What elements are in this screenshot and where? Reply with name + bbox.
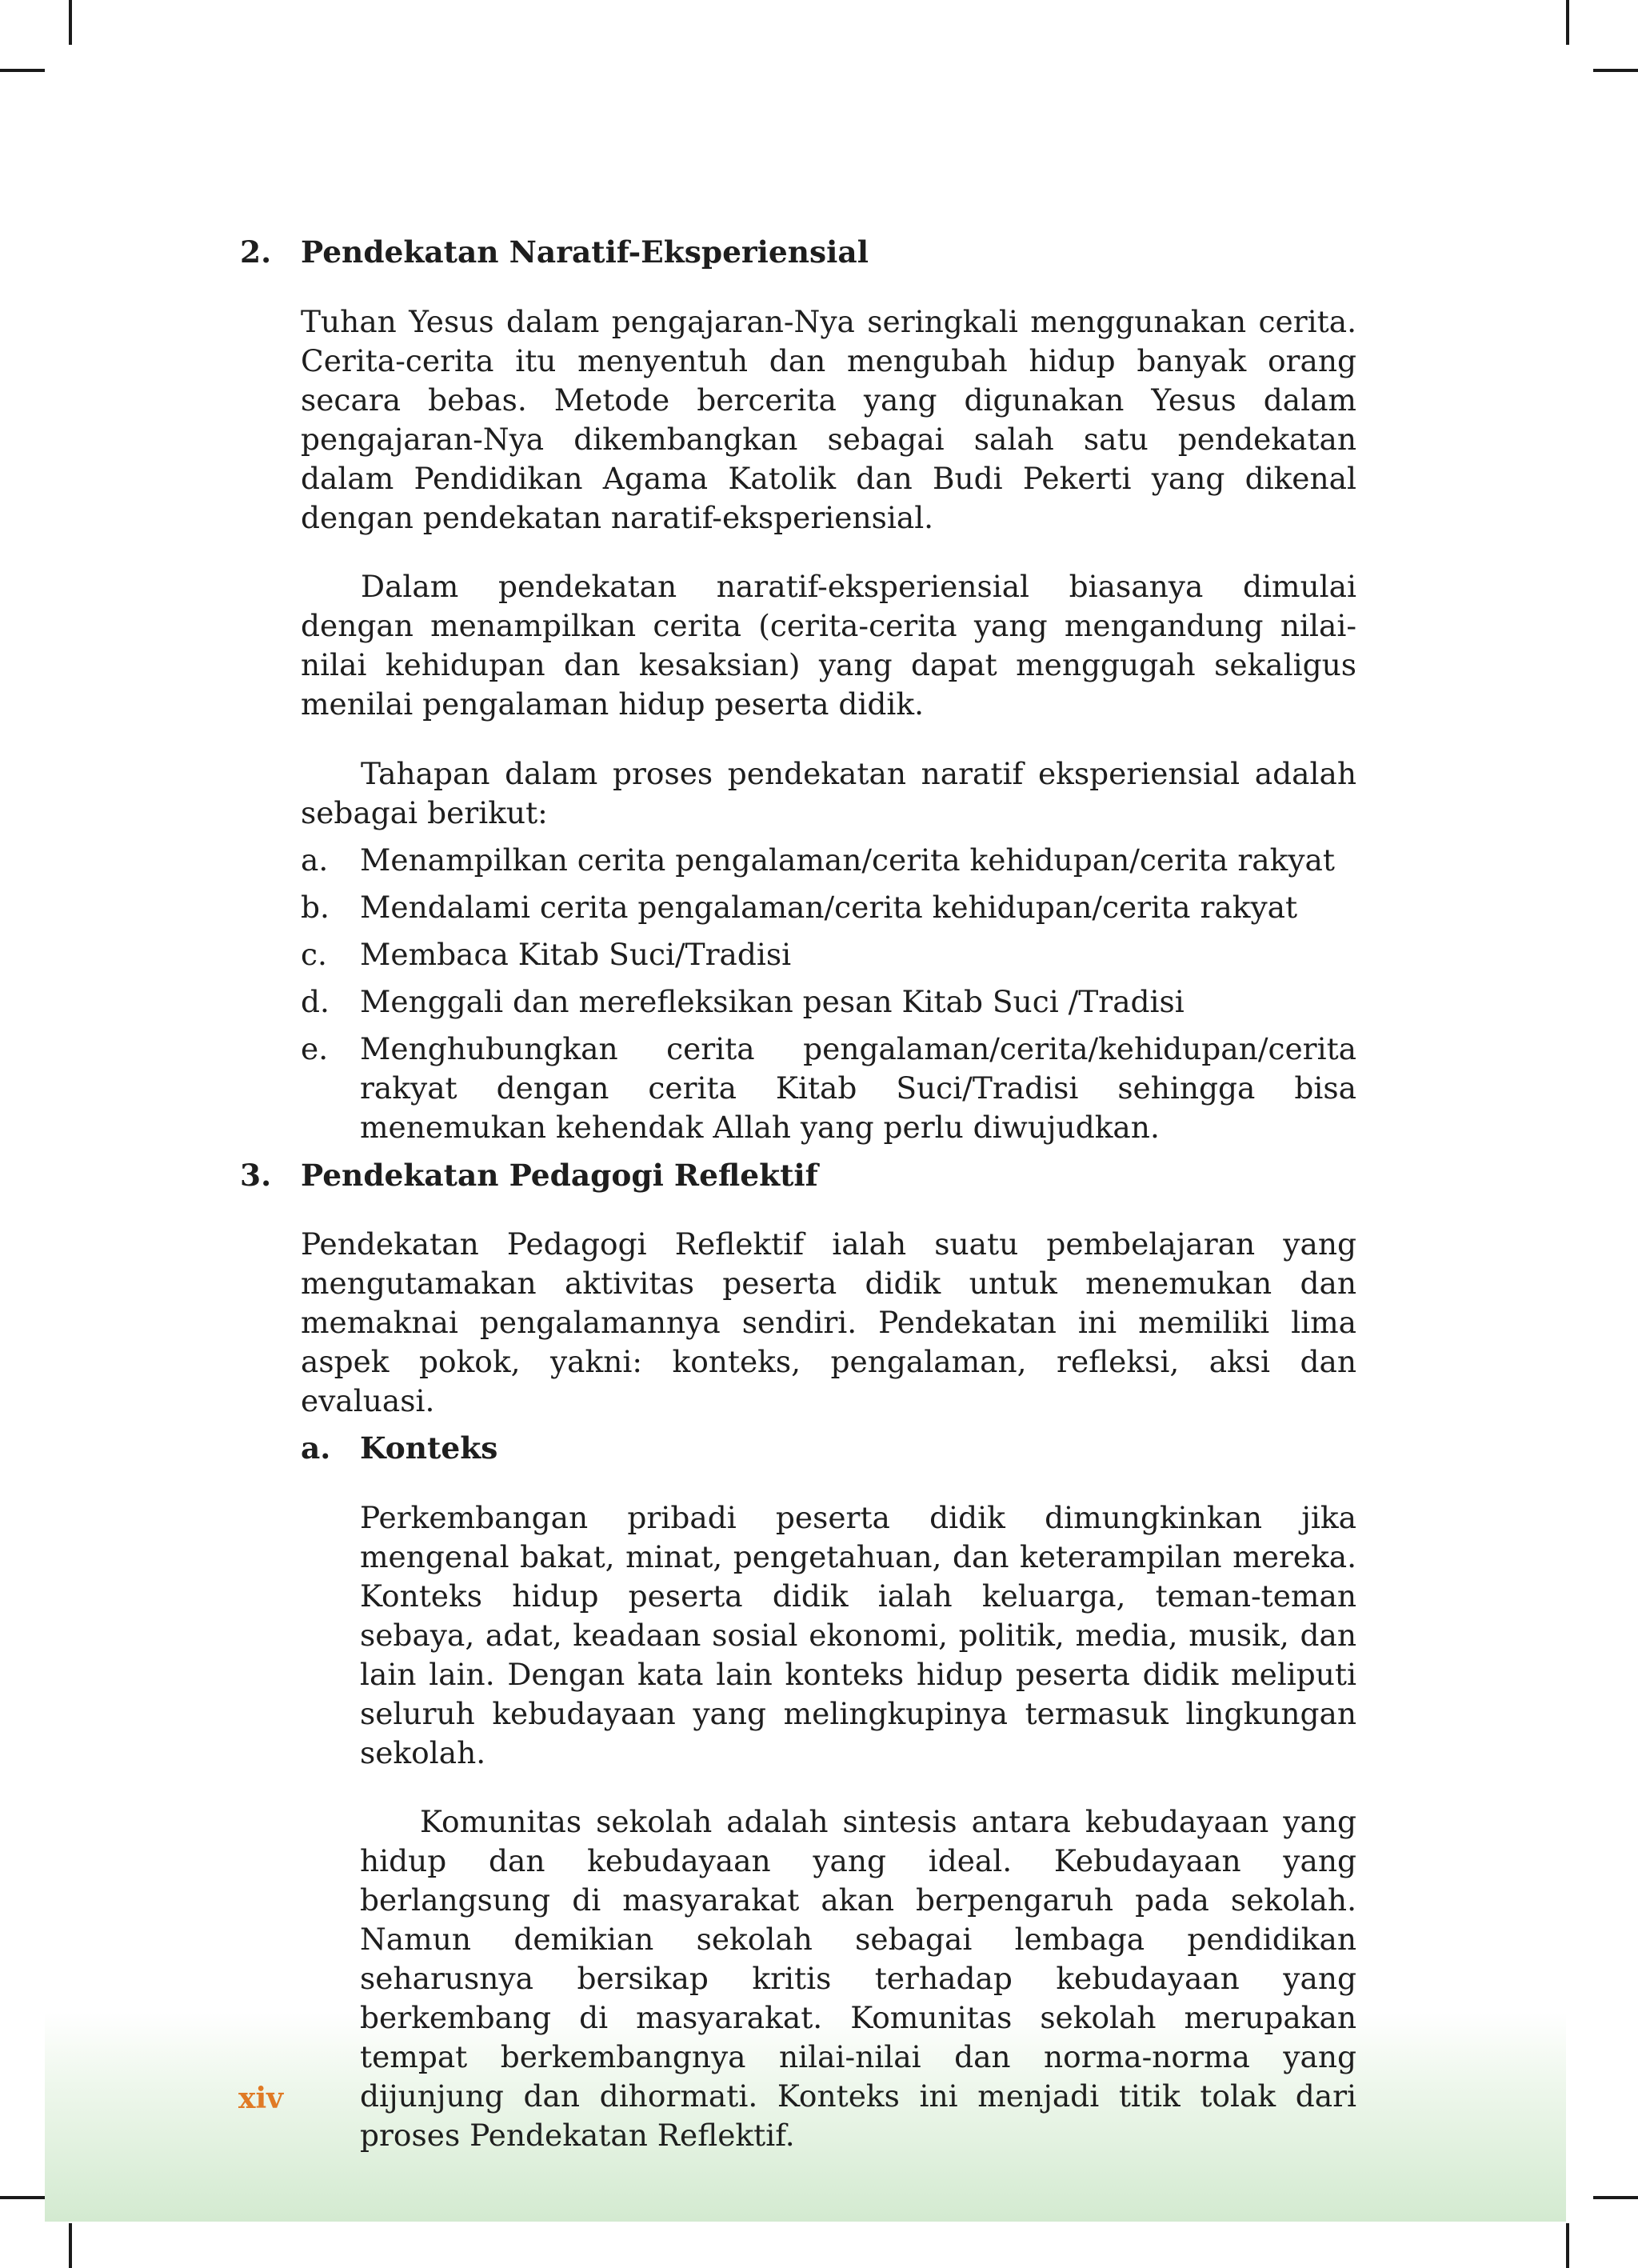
- crop-mark-top-left-vertical: [69, 0, 72, 45]
- section-2-heading: [240, 232, 1356, 272]
- crop-mark-bottom-left-vertical: [69, 2223, 72, 2268]
- section-3-title: Pendekatan Pedagogi Reflektif: [301, 1157, 818, 1193]
- subsection-a-paragraph-2: Komunitas sekolah adalah sintesis antara kebudayaan yang hidup dan kebudayaan yang ideal. Kebudayaan yang berlangsung di masyarakat akan berpengaruh pada sekolah. Namun demikian sekolah sebagai lembaga pendidikan seharusnya bersikap kritis terhadap kebudayaan yang berkembang di masyarakat. Komunitas sekolah merupakan tempat berkembangnya nilai-nilai dan norma-norma yang dijunjung dan dihormati. Konteks ini menjadi titik tolak dari proses Pendekatan Reflektif.: [360, 1804, 1356, 2153]
- section-2-paragraph-3: Tahapan dalam proses pendekatan naratif eksperiensial adalah sebagai berikut:: [301, 755, 1356, 830]
- list-item-text: Menggali dan merefleksikan pesan Kitab Suci /Tradisi: [360, 983, 1185, 1019]
- list-item-text: Membaca Kitab Suci/Tradisi: [360, 936, 792, 972]
- subsection-a-title: Konteks: [360, 1430, 498, 1466]
- list-item-letter: a.: [301, 842, 329, 878]
- subsection-a-heading: [301, 1429, 1356, 1468]
- section-3-number: 3.: [240, 1157, 272, 1193]
- list-item: [301, 982, 1356, 1022]
- list-item-text: Menampilkan cerita pengalaman/cerita kehidupan/cerita rakyat: [360, 842, 1335, 878]
- page-content: [240, 232, 1356, 2163]
- list-item-letter: c.: [301, 936, 327, 972]
- section-2-paragraph-2: Dalam pendekatan naratif-eksperiensial biasanya dimulai dengan menampilkan cerita (cerita-cerita yang mengandung nilai-nilai kehidupan dan kesaksian) yang dapat menggugah sekaligus menilai pengalaman hidup peserta didik.: [301, 569, 1356, 722]
- crop-mark-bottom-right-horizontal: [1593, 2196, 1638, 2199]
- list-item-letter: e.: [301, 1030, 329, 1066]
- list-item: [301, 841, 1356, 880]
- subsection-a-paragraph-1: Perkembangan pribadi peserta didik dimungkinkan jika mengenal bakat, minat, pengetahuan, dan keterampilan mereka. Konteks hidup peserta didik ialah keluarga, teman-teman sebaya, adat, keadaan sosial ekonomi, politik, media, musik, dan lain lain. Dengan kata lain konteks hidup peserta didik meliputi seluruh kebudayaan yang melingkupinya termasuk lingkungan sekolah.: [360, 1499, 1356, 1770]
- section-2-paragraph-1: Tuhan Yesus dalam pengajaran-Nya seringkali menggunakan cerita. Cerita-cerita itu menyentuh dan mengubah hidup banyak orang secara bebas. Metode bercerita yang digunakan Yesus dalam pengajaran-Nya dikembangkan sebagai salah satu pendekatan dalam Pendidikan Agama Katolik dan Budi Pekerti yang dikenal dengan pendekatan naratif-eksperiensial.: [301, 303, 1356, 535]
- crop-mark-top-left-horizontal: [0, 69, 45, 72]
- list-item: [301, 888, 1356, 927]
- crop-mark-bottom-right-vertical: [1566, 2223, 1569, 2268]
- page-number: xiv: [238, 2082, 284, 2115]
- list-item: [301, 1030, 1356, 1147]
- crop-mark-top-right-vertical: [1566, 0, 1569, 45]
- section-2-number: 2.: [240, 234, 272, 270]
- section-3-heading: [240, 1155, 1356, 1195]
- list-item-letter: b.: [301, 889, 330, 925]
- list-item-text: Mendalami cerita pengalaman/cerita kehidupan/cerita rakyat: [360, 889, 1298, 925]
- list-item: [301, 935, 1356, 974]
- crop-mark-bottom-left-horizontal: [0, 2196, 45, 2199]
- section-2-title: Pendekatan Naratif-Eksperiensial: [301, 234, 869, 270]
- subsection-a-letter: a.: [301, 1430, 331, 1466]
- list-item-letter: d.: [301, 983, 330, 1019]
- section-3-intro: Pendekatan Pedagogi Reflektif ialah suatu pembelajaran yang mengutamakan aktivitas peserta didik untuk menemukan dan memaknai pengalamannya sendiri. Pendekatan ini memiliki lima aspek pokok, yakni: konteks, pengalaman, refleksi, aksi dan evaluasi.: [301, 1226, 1356, 1418]
- list-item-text: Menghubungkan cerita pengalaman/cerita/kehidupan/cerita rakyat dengan cerita Kitab Suci/Tradisi sehingga bisa menemukan kehendak Allah yang perlu diwujudkan.: [360, 1030, 1356, 1145]
- crop-mark-top-right-horizontal: [1593, 69, 1638, 72]
